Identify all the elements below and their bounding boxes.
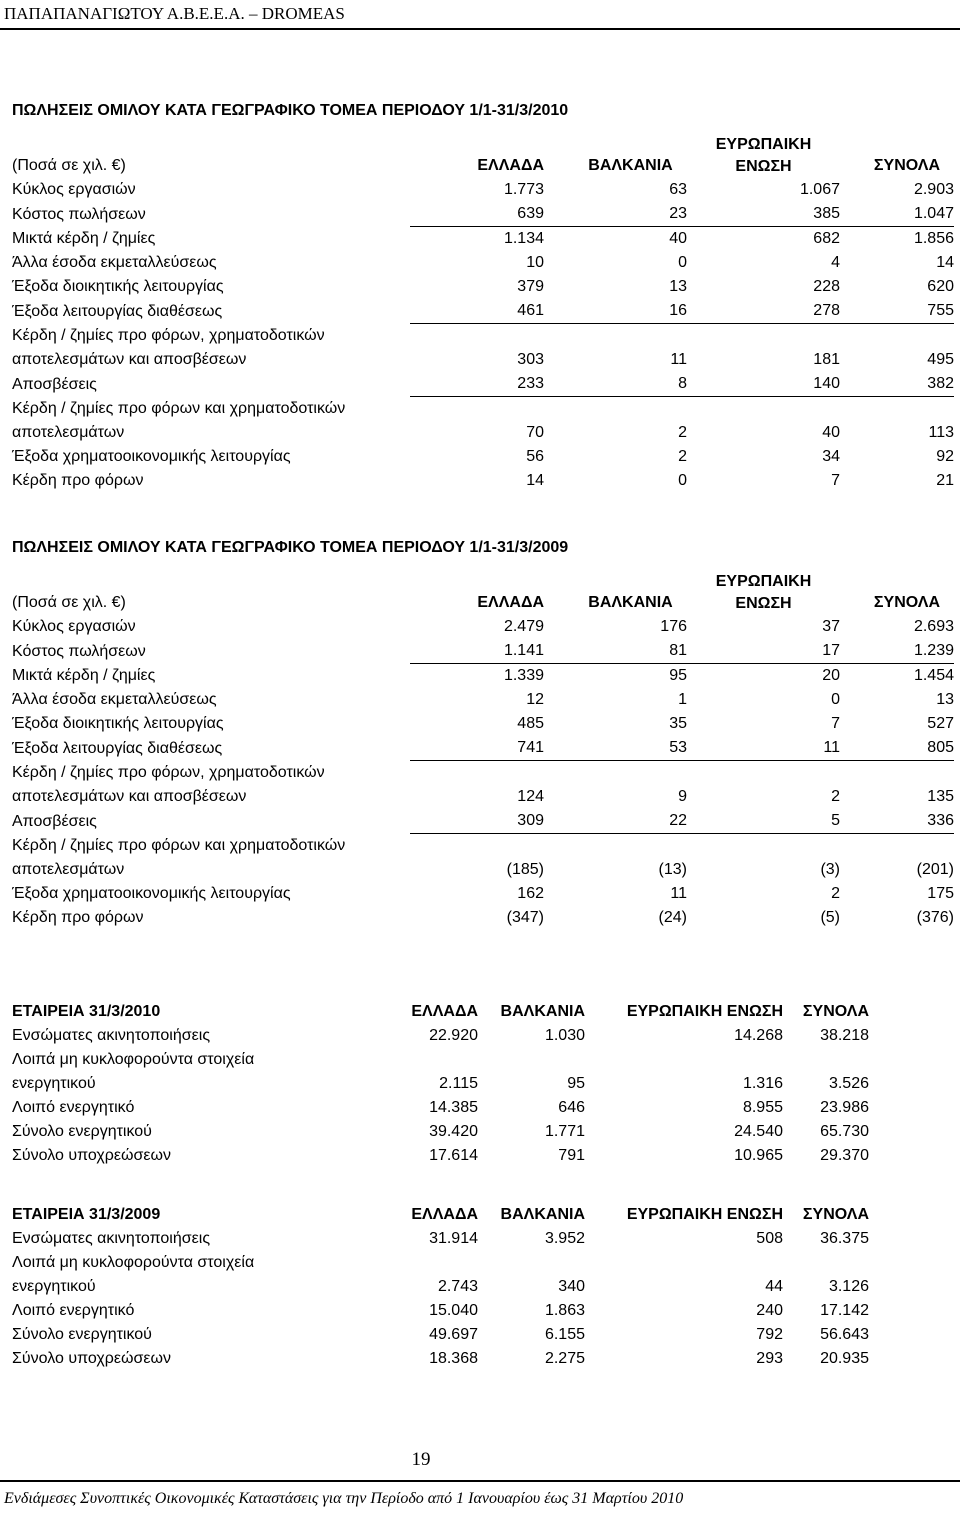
cell-greece: 162 [517, 885, 544, 902]
col-header-balkans: ΒΑΛΚΑΝΙΑ [500, 1003, 585, 1020]
row-label [12, 469, 410, 493]
table-row [12, 1120, 869, 1144]
cell-eu: 20 [822, 667, 840, 684]
header-rule [0, 28, 960, 30]
table-row [12, 688, 954, 712]
cell-greece: (347) [506, 909, 544, 926]
table-row [12, 882, 954, 906]
row-label-line: Κύκλος εργασιών [12, 618, 136, 635]
row-label-line: αποτελεσμάτων [12, 861, 125, 878]
table-row [12, 639, 954, 664]
cell-balkans: 176 [660, 618, 687, 635]
cell-balkans: 6.155 [544, 1326, 585, 1343]
row-label-line: Σύνολο υποχρεώσεων [12, 1350, 171, 1367]
table-row [12, 1096, 869, 1120]
cell-eu: 14.268 [734, 1027, 783, 1044]
row-label [12, 373, 410, 397]
cell-balkans: 35 [669, 715, 687, 732]
row-label-line: αποτελεσμάτων και αποσβέσεων [12, 351, 247, 368]
row-label-line: Έξοδα λειτουργίας διαθέσεως [12, 303, 223, 320]
table-title: ΠΩΛΗΣΕΙΣ ΟΜΙΛΟΥ ΚΑΤΑ ΓΕΩΓΡΑΦΙΚΟ ΤΟΜΕΑ ΠΕΡΙΟΔΟΥ 1/1-31/3/2009 [12, 539, 569, 556]
row-label-line: Ενσώματες ακινητοποιήσεις [12, 1027, 211, 1044]
cell-greece: 14.385 [429, 1099, 478, 1116]
row-label [12, 300, 410, 324]
table-row [12, 1251, 869, 1299]
table-row [12, 1024, 869, 1048]
cell-greece: 1.339 [503, 667, 544, 684]
table-row [12, 1048, 869, 1096]
cell-balkans: 1.771 [544, 1123, 585, 1140]
table-title: ΕΤΑΙΡΕΙΑ 31/3/2009 [12, 1206, 161, 1223]
table-row [12, 397, 954, 445]
table-row [12, 275, 954, 299]
table-body [12, 1024, 869, 1168]
col-header-eu-line1: ΕΥΡΩΠΑΙΚΗ [715, 136, 812, 153]
table-row [12, 1323, 869, 1347]
table-header-row [12, 571, 954, 615]
cell-balkans: 13 [669, 278, 687, 295]
cell-total: 382 [840, 372, 954, 397]
cell-eu: 0 [831, 691, 840, 708]
cell-eu: 4 [831, 254, 840, 271]
table-row [12, 372, 954, 397]
cell-eu: 11 [687, 736, 840, 761]
table-row [12, 664, 954, 688]
row-label-line: Έξοδα χρηματοοικονομικής λειτουργίας [12, 448, 291, 465]
cell-eu: 240 [756, 1302, 783, 1319]
row-label-line: Σύνολο ενεργητικού [12, 1123, 152, 1140]
cell-greece: 461 [410, 299, 544, 324]
table-row [12, 445, 954, 469]
cell-total: 13 [936, 691, 954, 708]
cell-balkans: 0 [678, 472, 687, 489]
row-label [12, 810, 410, 834]
cell-total: 36.375 [820, 1230, 869, 1247]
cell-total: 21 [936, 472, 954, 489]
cell-eu: 508 [756, 1230, 783, 1247]
col-header-totals: ΣΥΝΟΛΑ [873, 594, 940, 611]
table-header-row [12, 1000, 869, 1024]
cell-eu: 2 [831, 788, 840, 805]
cell-greece: 31.914 [429, 1230, 478, 1247]
cell-eu: 37 [822, 618, 840, 635]
cell-total: 29.370 [820, 1147, 869, 1164]
cell-greece: 379 [517, 278, 544, 295]
cell-balkans: 2.275 [544, 1350, 585, 1367]
row-label-line: Κόστος πωλήσεων [12, 206, 146, 223]
cell-balkans: 340 [558, 1278, 585, 1295]
cell-balkans: 1.030 [544, 1027, 585, 1044]
row-label-line: αποτελεσμάτων και αποσβέσεων [12, 788, 247, 805]
cell-eu: 24.540 [734, 1123, 783, 1140]
cell-eu: 2 [831, 885, 840, 902]
cell-total: 20.935 [820, 1350, 869, 1367]
table-row [12, 251, 954, 275]
cell-greece: 741 [410, 736, 544, 761]
cell-eu: 385 [687, 202, 840, 227]
cell-total: 135 [927, 788, 954, 805]
cell-greece: 70 [526, 424, 544, 441]
row-label-line: Κέρδη / ζημίες προ φόρων και χρηματοδοτικών [12, 837, 346, 854]
cell-greece: 485 [517, 715, 544, 732]
cell-total: 56.643 [820, 1326, 869, 1343]
col-header-eu [687, 571, 840, 615]
col-header-greece: ΕΛΛΑΔΑ [477, 157, 544, 174]
col-header-totals: ΣΥΝΟΛΑ [802, 1003, 869, 1020]
row-label [12, 882, 410, 906]
cell-balkans: 1.863 [544, 1302, 585, 1319]
cell-greece: 1.134 [503, 230, 544, 247]
cell-total: 23.986 [820, 1099, 869, 1116]
document-header: ΠΑΠΑΠΑΝΑΓΙΩΤΟΥ Α.Β.Ε.Ε.Α. – DROMEAS [4, 4, 345, 23]
cell-balkans: 63 [669, 181, 687, 198]
table-row [12, 736, 954, 761]
cell-greece: 1.141 [410, 639, 544, 664]
table-row [12, 761, 954, 809]
cell-greece: 2.479 [503, 618, 544, 635]
sales-table-2010 [12, 98, 954, 493]
table-row [12, 1144, 869, 1168]
row-label-line: Άλλα έσοδα εκμεταλλεύσεως [12, 691, 217, 708]
cell-total: 805 [840, 736, 954, 761]
row-label-line: αποτελεσμάτων [12, 424, 125, 441]
col-header-eu: ΕΥΡΩΠΑΙΚΗ ΕΝΩΣΗ [626, 1206, 783, 1223]
cell-total: 2.693 [913, 618, 954, 635]
row-label-line: Κόστος πωλήσεων [12, 643, 146, 660]
cell-eu: 34 [822, 448, 840, 465]
row-label-line: Έξοδα χρηματοοικονομικής λειτουργίας [12, 885, 291, 902]
row-label-line: Μικτά κέρδη / ζημίες [12, 230, 156, 247]
row-label-line: Λοιπό ενεργητικό [12, 1302, 135, 1319]
col-header-eu-line1: ΕΥΡΩΠΑΙΚΗ [715, 573, 812, 590]
cell-balkans: 3.952 [544, 1230, 585, 1247]
row-label-line: ενεργητικού [12, 1278, 96, 1295]
cell-greece: 17.614 [429, 1147, 478, 1164]
row-label [12, 203, 410, 227]
cell-eu: 228 [813, 278, 840, 295]
row-label [12, 664, 410, 688]
row-label [12, 615, 410, 639]
cell-total: 2.903 [913, 181, 954, 198]
cell-greece: 56 [526, 448, 544, 465]
cell-eu: 40 [822, 424, 840, 441]
table-row [12, 1347, 869, 1371]
row-label [12, 1227, 384, 1251]
row-label [12, 1323, 384, 1347]
row-label [12, 397, 410, 445]
cell-balkans: 646 [558, 1099, 585, 1116]
cell-greece: 2.115 [439, 1075, 478, 1092]
cell-greece: 15.040 [429, 1302, 478, 1319]
row-label [12, 324, 410, 372]
cell-balkans: (13) [658, 861, 687, 878]
row-label-line: Άλλα έσοδα εκμεταλλεύσεως [12, 254, 217, 271]
cell-greece: 303 [517, 351, 544, 368]
cell-balkans: 40 [669, 230, 687, 247]
table-row [12, 469, 954, 493]
col-header-eu-line2: ΕΝΩΣΗ [735, 595, 792, 612]
col-header-greece: ΕΛΛΑΔΑ [411, 1206, 478, 1223]
row-label [12, 1251, 384, 1299]
company-table-2009 [12, 1203, 869, 1371]
cell-greece: 12 [526, 691, 544, 708]
cell-greece: (185) [506, 861, 544, 878]
row-label-line: Ενσώματες ακινητοποιήσεις [12, 1230, 211, 1247]
cell-greece: 10 [526, 254, 544, 271]
row-label [12, 1024, 384, 1048]
row-label [12, 1347, 384, 1371]
cell-balkans: 95 [669, 667, 687, 684]
footer-rule [0, 1480, 960, 1482]
cell-greece: 639 [410, 202, 544, 227]
cell-total: (201) [916, 861, 954, 878]
col-header-eu: ΕΥΡΩΠΑΙΚΗ ΕΝΩΣΗ [626, 1003, 783, 1020]
sales-table-2009 [12, 535, 954, 930]
page-footer: Ενδιάμεσες Συνοπτικές Οικονομικές Καταστάσεις για την Περίοδο από 1 Ιανουαρίου έως 31 Μαρτίου 2010 [4, 1490, 684, 1507]
cell-total: 620 [927, 278, 954, 295]
row-label-line: Λοιπό ενεργητικό [12, 1099, 135, 1116]
cell-greece: 39.420 [429, 1123, 478, 1140]
table-row [12, 809, 954, 834]
cell-balkans: (24) [658, 909, 687, 926]
cell-eu: 1.067 [799, 181, 840, 198]
company-table-2010 [12, 1000, 869, 1168]
row-label-line: Κέρδη / ζημίες προ φόρων, χρηματοδοτικών [12, 764, 325, 781]
cell-total: 3.126 [828, 1278, 869, 1295]
row-label [12, 251, 410, 275]
table-row [12, 1299, 869, 1323]
table-title: ΠΩΛΗΣΕΙΣ ΟΜΙΛΟΥ ΚΑΤΑ ΓΕΩΓΡΑΦΙΚΟ ΤΟΜΕΑ ΠΕΡΙΟΔΟΥ 1/1-31/3/2010 [12, 102, 569, 119]
cell-balkans: 95 [567, 1075, 585, 1092]
col-header-totals: ΣΥΝΟΛΑ [802, 1206, 869, 1223]
cell-eu: (5) [820, 909, 840, 926]
cell-eu: 293 [756, 1350, 783, 1367]
row-label-line: Σύνολο ενεργητικού [12, 1326, 152, 1343]
cell-total: 92 [936, 448, 954, 465]
table-row [12, 906, 954, 930]
table-row [12, 178, 954, 202]
row-label [12, 688, 410, 712]
row-label [12, 834, 410, 882]
cell-total: 527 [927, 715, 954, 732]
cell-total: 495 [927, 351, 954, 368]
cell-balkans: 16 [544, 299, 687, 324]
row-label [12, 1120, 384, 1144]
row-label-line: Κέρδη προ φόρων [12, 909, 144, 926]
cell-eu: 17 [687, 639, 840, 664]
cell-total: 113 [928, 424, 954, 441]
page-number: 19 [411, 1449, 431, 1470]
cell-greece: 14 [526, 472, 544, 489]
cell-eu: 181 [813, 351, 840, 368]
row-label [12, 640, 410, 664]
row-label [12, 906, 410, 930]
cell-eu: 10.965 [734, 1147, 783, 1164]
col-header-balkans: ΒΑΛΚΑΝΙΑ [500, 1206, 585, 1223]
cell-eu: (3) [820, 861, 840, 878]
cell-greece: 233 [410, 372, 544, 397]
cell-total: 3.526 [828, 1075, 869, 1092]
cell-total: 65.730 [820, 1123, 869, 1140]
col-header-totals: ΣΥΝΟΛΑ [873, 157, 940, 174]
row-label-line: Αποσβέσεις [12, 813, 97, 830]
cell-eu: 792 [756, 1326, 783, 1343]
cell-total: 1.856 [913, 230, 954, 247]
cell-balkans: 0 [678, 254, 687, 271]
cell-balkans: 2 [678, 448, 687, 465]
cell-eu: 7 [831, 472, 840, 489]
col-header-balkans: ΒΑΛΚΑΝΙΑ [588, 594, 673, 611]
row-label [12, 1048, 384, 1096]
cell-greece: 22.920 [429, 1027, 478, 1044]
col-header-balkans: ΒΑΛΚΑΝΙΑ [588, 157, 673, 174]
cell-total: 1.047 [840, 202, 954, 227]
cell-eu: 682 [813, 230, 840, 247]
table-header-row [12, 134, 954, 178]
cell-eu: 1.316 [742, 1075, 783, 1092]
cell-greece: 18.368 [429, 1350, 478, 1367]
cell-eu: 8.955 [742, 1099, 783, 1116]
cell-total: 17.142 [820, 1302, 869, 1319]
table-header-row [12, 1203, 869, 1227]
cell-eu: 5 [687, 809, 840, 834]
cell-total: (376) [916, 909, 954, 926]
table-body [12, 178, 954, 493]
row-label-line: Κύκλος εργασιών [12, 181, 136, 198]
cell-total: 1.454 [913, 667, 954, 684]
row-label [12, 712, 410, 736]
row-label-line: Κέρδη / ζημίες προ φόρων και χρηματοδοτικών [12, 400, 346, 417]
row-label-line: Μικτά κέρδη / ζημίες [12, 667, 156, 684]
cell-balkans: 791 [558, 1147, 585, 1164]
col-header-eu-line2: ΕΝΩΣΗ [735, 158, 792, 175]
row-label [12, 445, 410, 469]
unit-label: (Ποσά σε χιλ. €) [12, 594, 126, 611]
table-row [12, 615, 954, 639]
table-title: ΕΤΑΙΡΕΙΑ 31/3/2010 [12, 1003, 161, 1020]
row-label-line: Κέρδη / ζημίες προ φόρων, χρηματοδοτικών [12, 327, 325, 344]
row-label [12, 275, 410, 299]
cell-eu: 44 [765, 1278, 783, 1295]
cell-balkans: 22 [544, 809, 687, 834]
table-row [12, 299, 954, 324]
cell-eu: 140 [687, 372, 840, 397]
cell-balkans: 9 [678, 788, 687, 805]
table-body [12, 1227, 869, 1371]
row-label [12, 761, 410, 809]
cell-balkans: 8 [544, 372, 687, 397]
unit-label: (Ποσά σε χιλ. €) [12, 157, 126, 174]
cell-total: 755 [840, 299, 954, 324]
row-label-line: Έξοδα διοικητικής λειτουργίας [12, 715, 224, 732]
table-row [12, 324, 954, 372]
cell-total: 175 [927, 885, 954, 902]
row-label [12, 1299, 384, 1323]
row-label-line: Αποσβέσεις [12, 376, 97, 393]
col-header-greece: ΕΛΛΑΔΑ [477, 594, 544, 611]
table-body [12, 615, 954, 930]
cell-balkans: 11 [670, 351, 687, 368]
row-label [12, 737, 410, 761]
col-header-eu [687, 134, 840, 178]
cell-balkans: 23 [544, 202, 687, 227]
cell-total: 38.218 [820, 1027, 869, 1044]
cell-balkans: 2 [678, 424, 687, 441]
row-label-line: Έξοδα λειτουργίας διαθέσεως [12, 740, 223, 757]
cell-total: 1.239 [840, 639, 954, 664]
row-label [12, 1144, 384, 1168]
row-label [12, 227, 410, 251]
table-row [12, 1227, 869, 1251]
cell-greece: 2.743 [437, 1278, 478, 1295]
cell-eu: 278 [687, 299, 840, 324]
cell-total: 14 [936, 254, 954, 271]
table-row [12, 202, 954, 227]
row-label-line: Έξοδα διοικητικής λειτουργίας [12, 278, 224, 295]
cell-balkans: 53 [544, 736, 687, 761]
cell-greece: 309 [410, 809, 544, 834]
row-label-line: ενεργητικού [12, 1075, 96, 1092]
cell-greece: 49.697 [429, 1326, 478, 1343]
cell-balkans: 81 [544, 639, 687, 664]
row-label-line: Σύνολο υποχρεώσεων [12, 1147, 171, 1164]
row-label-line: Κέρδη προ φόρων [12, 472, 144, 489]
cell-balkans: 1 [678, 691, 687, 708]
cell-greece: 1.773 [503, 181, 544, 198]
cell-balkans: 11 [670, 885, 687, 902]
table-row [12, 712, 954, 736]
table-row [12, 834, 954, 882]
col-header-greece: ΕΛΛΑΔΑ [411, 1003, 478, 1020]
table-row [12, 227, 954, 251]
cell-greece: 124 [517, 788, 544, 805]
cell-eu: 7 [831, 715, 840, 732]
row-label [12, 178, 410, 202]
cell-total: 336 [840, 809, 954, 834]
row-label-line: Λοιπά μη κυκλοφορούντα στοιχεία [12, 1051, 255, 1068]
row-label [12, 1096, 384, 1120]
row-label-line: Λοιπά μη κυκλοφορούντα στοιχεία [12, 1254, 255, 1271]
